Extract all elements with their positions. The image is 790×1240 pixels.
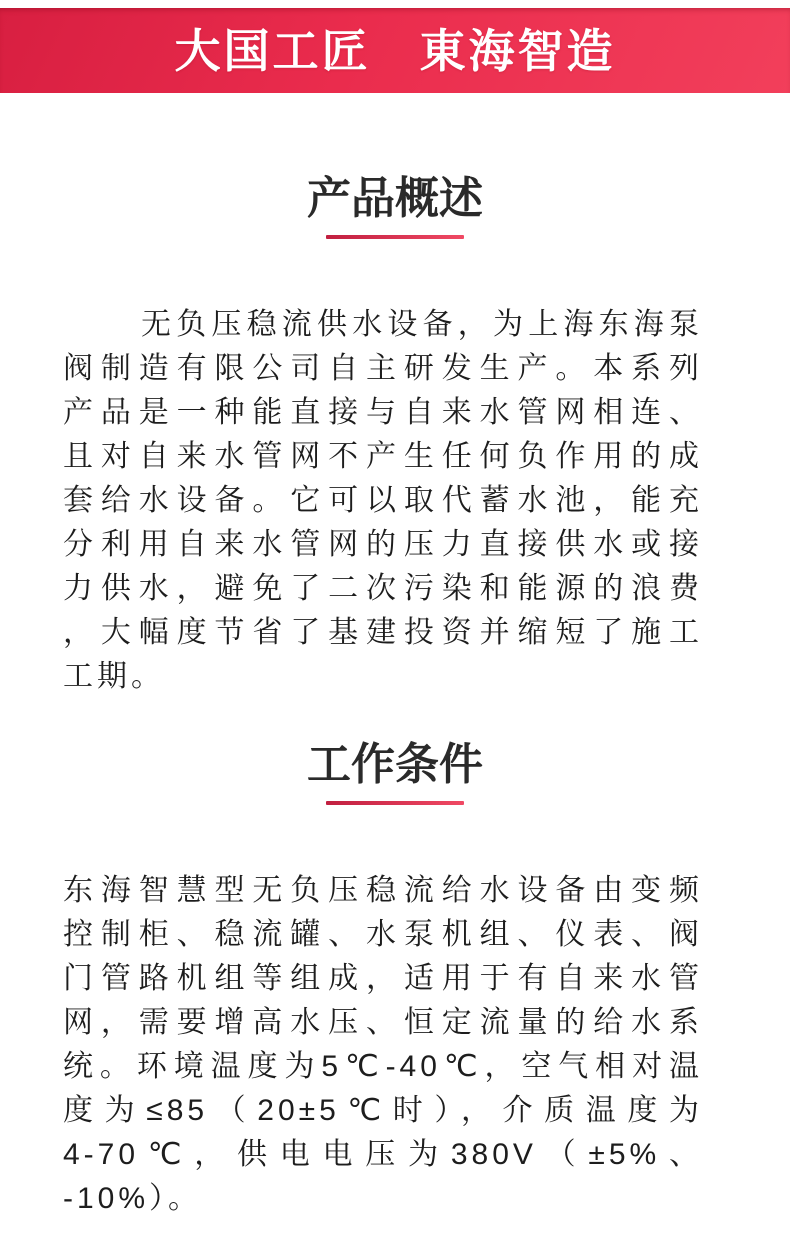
text-line: 分利用自来水管网的压力直接供水或接 bbox=[63, 528, 703, 561]
text-line: 套给水设备。它可以取代蓄水池，能充 bbox=[63, 484, 703, 517]
text-line: 控制柜、稳流罐、水泵机组、仪表、阀 bbox=[63, 918, 703, 951]
paragraph-product-overview bbox=[63, 303, 703, 699]
section-heading-product-overview: 产品概述 bbox=[307, 174, 483, 223]
text-line: 无负压稳流供水设备，为上海东海泵 bbox=[141, 308, 703, 341]
text-line: 力供水，避免了二次污染和能源的浪费 bbox=[63, 572, 703, 605]
text-line: ，大幅度节省了基建投资并缩短了施工 bbox=[63, 616, 703, 649]
text-line: 网，需要增高水压、恒定流量的给水系 bbox=[63, 1006, 703, 1039]
text-line: 度为≤85（20±5℃时），介质温度为 bbox=[63, 1094, 703, 1127]
text-line: 4-70℃，供电电压为380V（±5%、 bbox=[63, 1138, 703, 1171]
paragraph-working-conditions bbox=[63, 869, 703, 1221]
text-line: 门管路机组等组成，适用于有自来水管 bbox=[63, 962, 703, 995]
text-line: 工期。 bbox=[63, 660, 165, 693]
heading-underline-decoration bbox=[326, 235, 464, 239]
text-line: -10%）。 bbox=[63, 1182, 203, 1215]
text-line: 且对自来水管网不产生任何负作用的成 bbox=[63, 440, 703, 473]
section-heading-working-conditions: 工作条件 bbox=[307, 740, 483, 789]
text-line: 统。环境温度为5℃-40℃，空气相对温 bbox=[63, 1050, 703, 1083]
text-line: 产品是一种能直接与自来水管网相连、 bbox=[63, 396, 703, 429]
text-line: 东海智慧型无负压稳流给水设备由变频 bbox=[63, 874, 703, 907]
top-banner bbox=[0, 8, 790, 93]
heading-underline-decoration bbox=[326, 801, 464, 805]
banner-title: 大国工匠 東海智造 bbox=[174, 24, 616, 77]
text-line: 阀制造有限公司自主研发生产。本系列 bbox=[63, 352, 703, 385]
